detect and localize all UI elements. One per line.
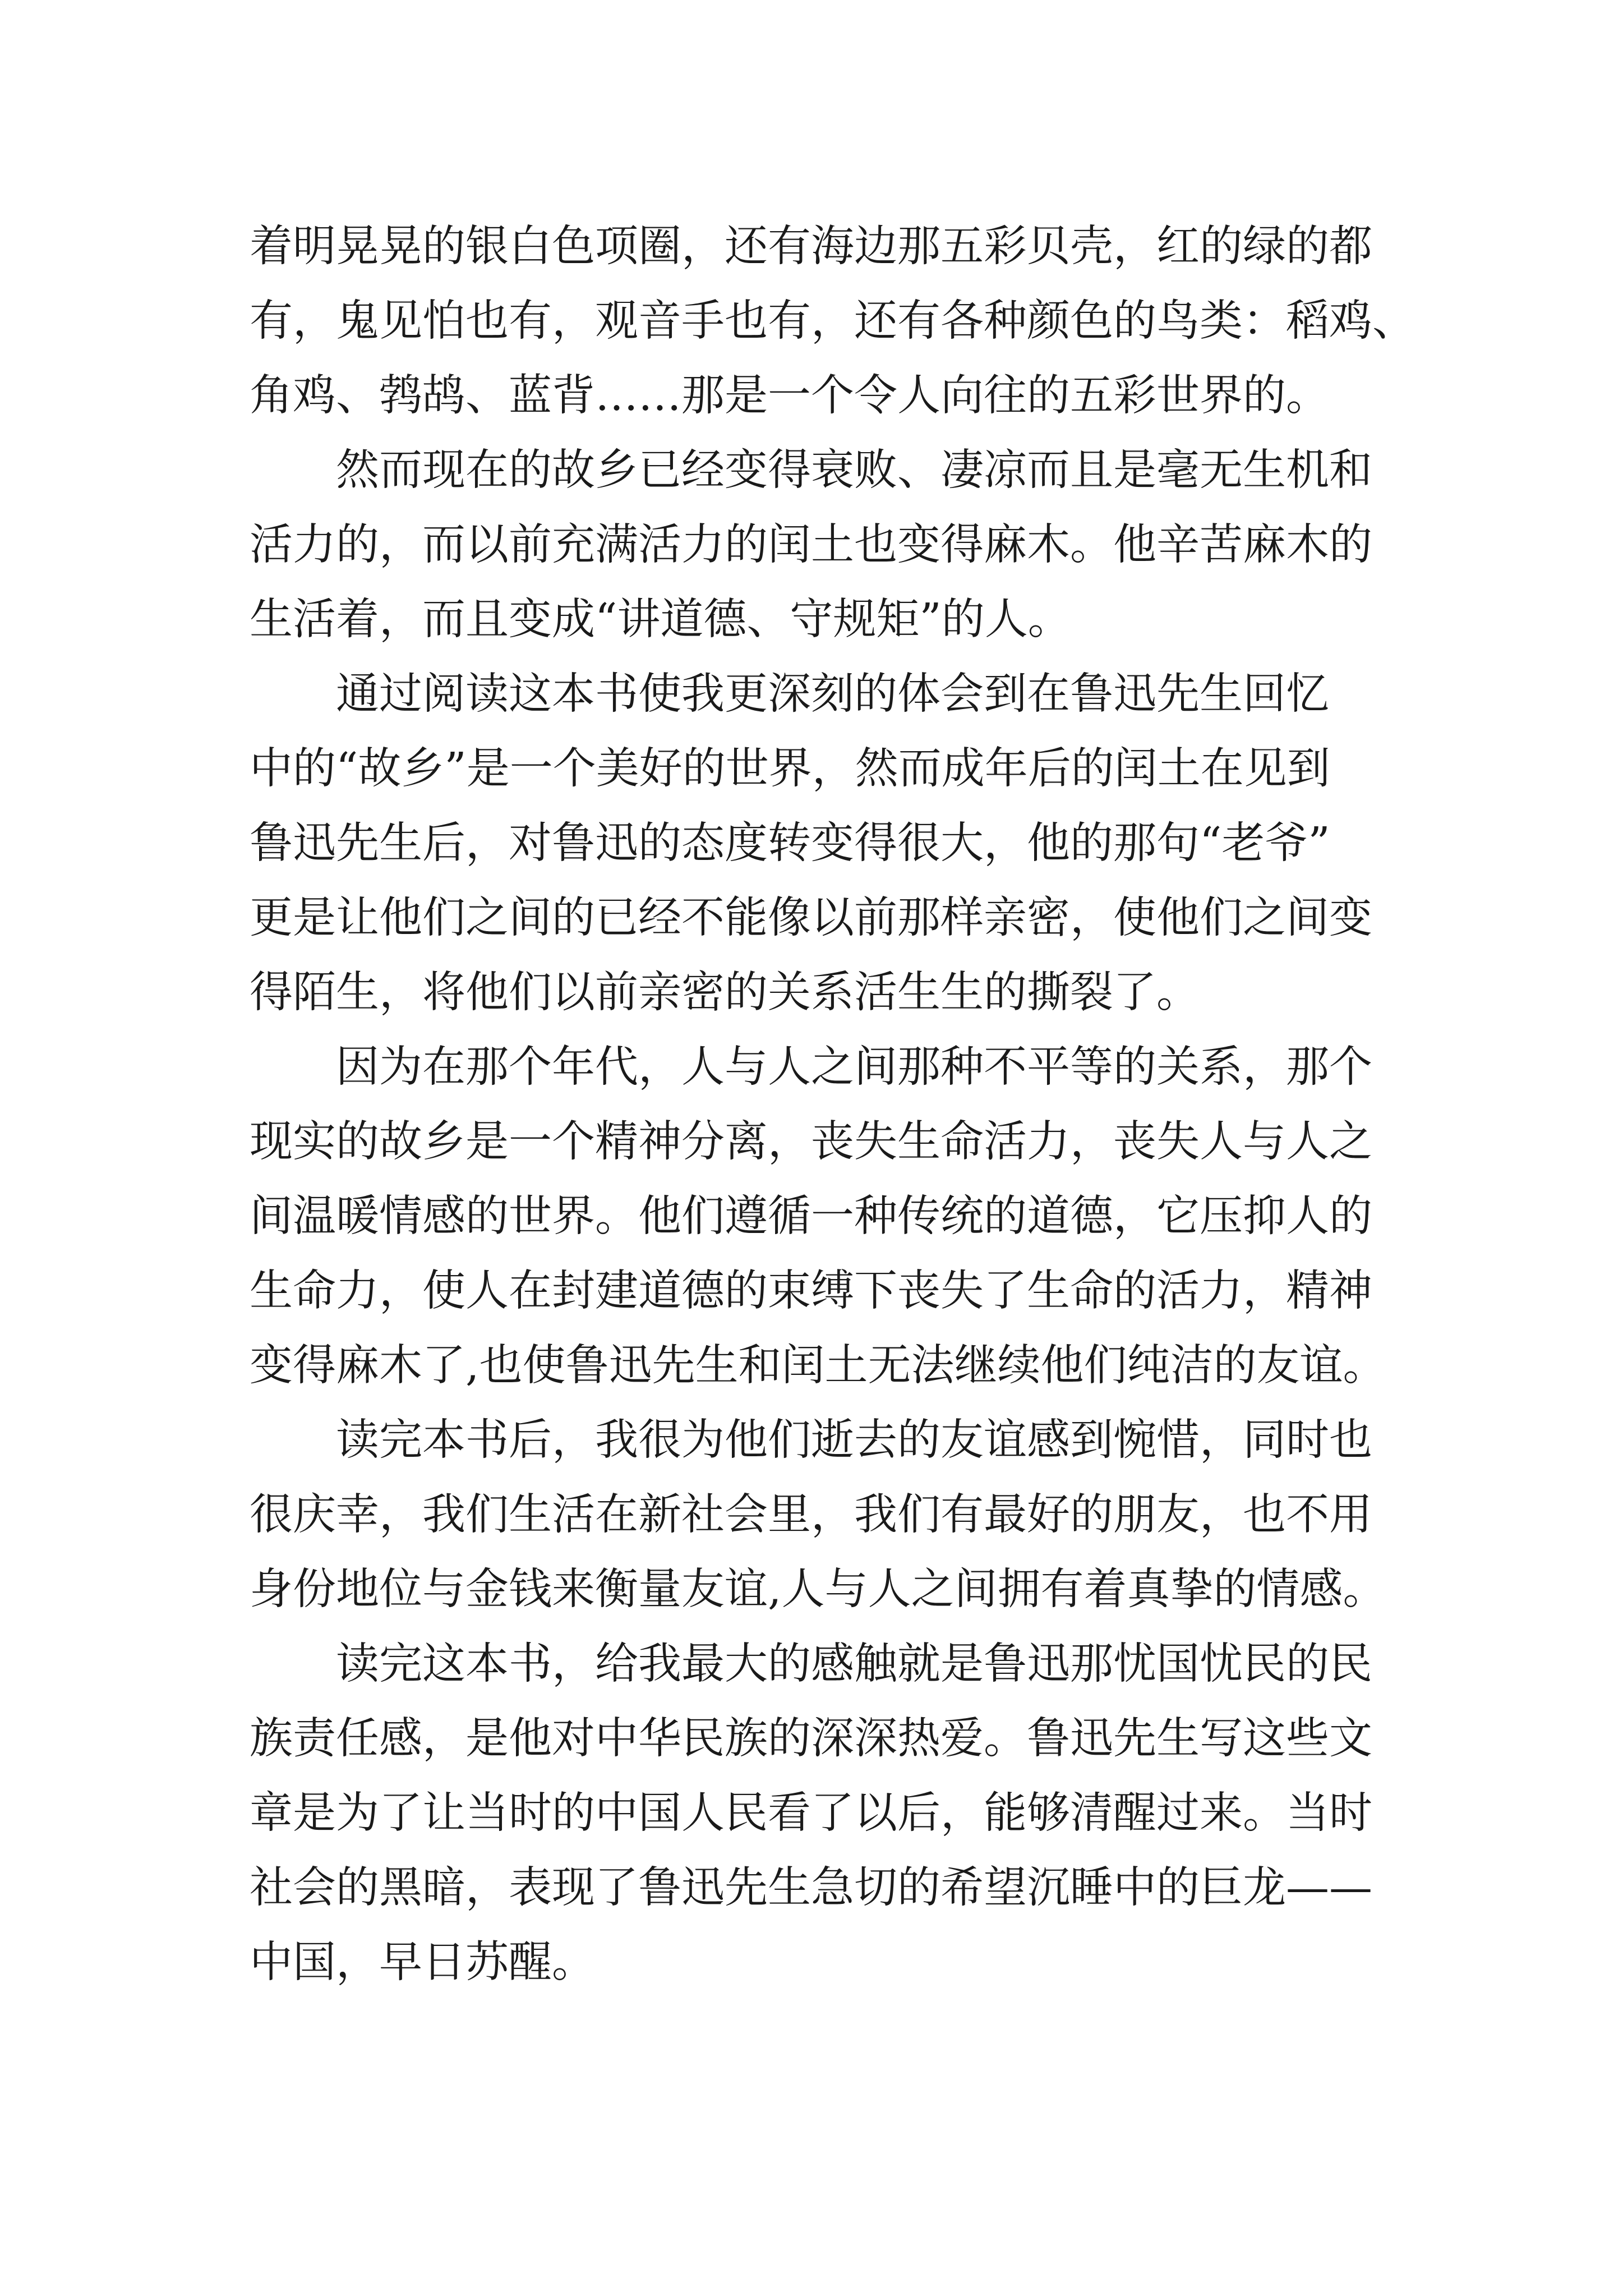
text-line: 活力的，而以前充满活力的闰土也变得麻木。他辛苦麻木的 [250, 520, 1372, 570]
text-line: 有，鬼见怕也有，观音手也有，还有各种颜色的鸟类：稻鸡、 [250, 296, 1415, 346]
paragraph-first-line: 因为在那个年代，人与人之间那种不平等的关系，那个 [336, 1042, 1372, 1092]
text-line: 间温暖情感的世界。他们遵循一种传统的道德，它压抑人的 [250, 1191, 1372, 1241]
text-line: 族责任感，是他对中华民族的深深热爱。鲁迅先生写这些文 [250, 1714, 1372, 1764]
text-line: 生活着，而且变成“讲道德、守规矩”的人。 [250, 595, 1071, 645]
text-line: 更是让他们之间的已经不能像以前那样亲密，使他们之间变 [250, 893, 1372, 943]
text-line: 中国，早日苏醒。 [250, 1938, 595, 1987]
text-line: 角鸡、鹁鸪、蓝背……那是一个令人向往的五彩世界的。 [250, 371, 1329, 421]
paragraph-first-line: 读完这本书，给我最大的感触就是鲁迅那忧国忧民的民 [336, 1639, 1372, 1689]
text-line: 身份地位与金钱来衡量友谊,人与人之间拥有着真挚的情感。 [250, 1565, 1386, 1614]
text-line: 变得麻木了,也使鲁迅先生和闰土无法继续他们纯洁的友谊。 [250, 1341, 1386, 1391]
text-line: 很庆幸，我们生活在新社会里，我们有最好的朋友，也不用 [250, 1490, 1372, 1540]
paragraph-first-line: 通过阅读这本书使我更深刻的体会到在鲁迅先生回忆 [336, 669, 1329, 719]
text-line: 鲁迅先生后，对鲁迅的态度转变得很大，他的那句“老爷” [250, 818, 1330, 868]
text-line: 着明晃晃的银白色项圈，还有海边那五彩贝壳，红的绿的都 [250, 222, 1372, 272]
text-line: 现实的故乡是一个精神分离，丧失生命活力，丧失人与人之 [250, 1117, 1372, 1167]
text-line: 章是为了让当时的中国人民看了以后，能够清醒过来。当时 [250, 1788, 1372, 1838]
paragraph-first-line: 读完本书后，我很为他们逝去的友谊感到惋惜，同时也 [336, 1415, 1372, 1465]
text-line: 得陌生，将他们以前亲密的关系活生生的撕裂了。 [250, 968, 1200, 1018]
text-line: 中的“故乡”是一个美好的世界，然而成年后的闰土在见到 [250, 744, 1330, 794]
text-line: 社会的黑暗，表现了鲁迅先生急切的希望沉睡中的巨龙—— [250, 1863, 1372, 1913]
text-line: 生命力，使人在封建道德的束缚下丧失了生命的活力，精神 [250, 1266, 1372, 1316]
paragraph-first-line: 然而现在的故乡已经变得衰败、凄凉而且是毫无生机和 [336, 445, 1372, 495]
